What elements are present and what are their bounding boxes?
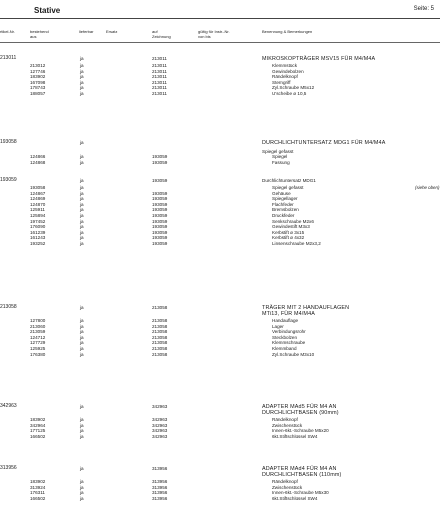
item-availability: ja <box>80 334 84 340</box>
item-drawing-number: 213011 <box>152 68 167 74</box>
section-availability: ja <box>80 140 84 145</box>
item-availability: ja <box>80 207 84 213</box>
section-article-number: 342963 <box>0 403 17 409</box>
section-article-number: 213058 <box>0 304 17 310</box>
item-description: Handauflage <box>272 318 299 323</box>
item-availability: ja <box>80 351 84 357</box>
item-availability: ja <box>80 428 84 434</box>
item-availability: ja <box>80 224 84 230</box>
section-drawing-number: 313956 <box>152 466 168 471</box>
item-drawing-number: 193059 <box>152 207 168 213</box>
item-description: Rändelknopf <box>272 74 298 80</box>
item-description: Gewindestift M3x3 <box>272 224 310 230</box>
item-description: Flachfeder <box>272 201 294 207</box>
item-part-number: 124869 <box>30 196 46 202</box>
item-description: Klemmstück <box>272 63 298 68</box>
item-description: Gehäuse <box>272 190 291 196</box>
item-drawing-number: 213058 <box>152 340 168 346</box>
item-drawing-number: 193059 <box>152 213 168 218</box>
col-header-gueltig-line2: von bis <box>198 34 211 39</box>
item-drawing-number: 213058 <box>152 346 168 351</box>
item-description: Senkschraube M2x6 <box>272 218 314 224</box>
col-header-lieferbar: lieferbar <box>79 29 94 34</box>
item-part-number: 178743 <box>30 85 46 91</box>
item-drawing-number: 193059 <box>152 154 168 159</box>
item-drawing-number: 213011 <box>152 91 167 96</box>
item-drawing-number: 313956 <box>152 495 168 501</box>
item-description: Bremsbolzen <box>272 207 299 213</box>
item-availability: ja <box>80 495 84 501</box>
item-part-number: 127800 <box>30 318 46 323</box>
item-drawing-number: 342963 <box>152 428 168 434</box>
col-header-benennung: Benennung & Bemerkungen <box>262 29 313 34</box>
section-drawing-number: 342963 <box>152 404 168 409</box>
item-part-number: 124870 <box>30 201 46 207</box>
item-note: (siehe oben) <box>415 185 440 190</box>
item-availability: ja <box>80 190 84 196</box>
item-availability: ja <box>80 79 84 85</box>
section-availability: ja <box>80 466 84 471</box>
item-part-number: 177125 <box>30 428 46 434</box>
item-part-number: 193058 <box>30 185 46 190</box>
section-drawing-number: 213011 <box>152 56 167 61</box>
col-header-gueltig-line1: gültig für Instr.-Nr. <box>198 29 230 34</box>
item-part-number: 183902 <box>30 74 46 80</box>
section-drawing-number: 213058 <box>152 305 168 310</box>
item-availability: ja <box>80 213 84 218</box>
item-availability: ja <box>80 85 84 91</box>
item-availability: ja <box>80 91 84 96</box>
item-part-number: 124868 <box>30 159 46 165</box>
item-part-number: 183902 <box>30 417 46 422</box>
item-drawing-number: 193059 <box>152 190 168 196</box>
item-availability: ja <box>80 484 84 490</box>
item-availability: ja <box>80 340 84 346</box>
parts-section <box>0 305 440 365</box>
item-description: Fassung <box>272 159 290 165</box>
item-availability: ja <box>80 201 84 207</box>
item-description: Spiegel <box>272 154 288 159</box>
item-drawing-number: 213058 <box>152 318 168 323</box>
item-availability: ja <box>80 433 84 439</box>
item-description: Spiegel gefasst <box>272 185 304 190</box>
item-drawing-number: 193059 <box>152 196 168 202</box>
item-description: Verbindungsrohr <box>272 329 306 335</box>
item-drawing-number: 213058 <box>152 323 168 329</box>
col-header-artikel-nr: rtikel-Nr. <box>0 29 15 34</box>
item-availability: ja <box>80 63 84 68</box>
item-drawing-number: 313956 <box>152 479 168 484</box>
item-description: Rändelknopf <box>272 417 298 422</box>
item-drawing-number: 342963 <box>152 422 168 428</box>
item-drawing-number: 342963 <box>152 417 168 422</box>
col-header-zeichnung <box>152 29 171 39</box>
item-availability: ja <box>80 417 84 422</box>
item-description: Rändelknopf <box>272 479 298 484</box>
section-article-number: 193058 <box>0 139 17 145</box>
item-part-number: 176090 <box>30 224 46 230</box>
col-header-zeichnung-line1: auf <box>152 29 158 34</box>
item-part-number: 161243 <box>30 235 46 241</box>
item-part-number: 193252 <box>30 241 46 246</box>
parts-section <box>0 177 440 246</box>
item-availability: ja <box>80 68 84 74</box>
item-availability: ja <box>80 154 84 159</box>
col-header-bestehend-line2: aus <box>30 34 37 39</box>
col-header-bestehend-line1: bestehend <box>30 29 49 34</box>
col-header-gueltig <box>198 29 230 39</box>
header-divider <box>0 18 440 19</box>
item-availability: ja <box>80 323 84 329</box>
item-part-number: 124712 <box>30 334 46 340</box>
col-header-zeichnung-line2: Zeichnung <box>152 34 171 39</box>
item-description: 6kt.Stiftschlüssel SW4 <box>272 433 318 439</box>
item-part-number: 127746 <box>30 68 46 74</box>
item-description: Zwischenstück <box>272 484 303 490</box>
item-drawing-number: 193059 <box>152 229 168 235</box>
item-description: Klemmschraube <box>272 340 306 346</box>
item-availability: ja <box>80 185 84 190</box>
item-description: Zyl.Schraube M3x10 <box>272 351 315 357</box>
item-drawing-number: 313956 <box>152 490 168 496</box>
item-description: 6kt.Stiftschlüssel SW4 <box>272 495 318 501</box>
section-title-line: DURCHLICHTBASEN (110mm) <box>262 472 342 478</box>
item-description: Sterngriff <box>272 79 291 85</box>
parts-section <box>0 404 440 464</box>
item-part-number: 188057 <box>30 91 46 96</box>
section-subtitle: Spiegel gefasst <box>262 149 294 154</box>
item-part-number: 213060 <box>30 323 46 329</box>
item-availability: ja <box>80 218 84 224</box>
item-part-number: 167098 <box>30 79 46 85</box>
item-drawing-number: 213011 <box>152 74 167 80</box>
item-part-number: 124866 <box>30 154 46 159</box>
section-availability: ja <box>80 305 84 310</box>
item-description: Gewindebolzen <box>272 68 304 74</box>
parts-section <box>0 56 440 116</box>
item-availability: ja <box>80 229 84 235</box>
page-number: Seite: 5 <box>413 6 434 12</box>
item-drawing-number: 213058 <box>152 351 168 357</box>
item-availability: ja <box>80 422 84 428</box>
item-part-number: 342964 <box>30 422 46 428</box>
item-availability: ja <box>80 241 84 246</box>
item-part-number: 166502 <box>30 433 46 439</box>
item-drawing-number: 193059 <box>152 201 168 207</box>
item-part-number: 183902 <box>30 479 46 484</box>
col-header-bestehend-aus <box>30 29 49 39</box>
item-availability: ja <box>80 479 84 484</box>
section-title-line: MTi13, FÜR M4/M4A <box>262 311 315 317</box>
item-availability: ja <box>80 159 84 165</box>
section-title-line: DURCHLICHTBASEN (90mm) <box>262 410 339 416</box>
item-description: Steckbolzen <box>272 334 298 340</box>
column-header-divider <box>0 42 440 43</box>
parts-section <box>0 466 440 520</box>
item-part-number: 124867 <box>30 190 46 196</box>
item-availability: ja <box>80 318 84 323</box>
item-drawing-number: 213058 <box>152 334 168 340</box>
item-part-number: 125894 <box>30 213 46 218</box>
item-description: Kerbstift ø 4x32 <box>272 235 305 241</box>
item-drawing-number: 193059 <box>152 235 168 241</box>
item-description: Linsenschraube M2x3,2 <box>272 241 321 246</box>
item-description: U'scheibe ø 10,5 <box>272 91 307 96</box>
page-title: Stative <box>34 6 61 15</box>
item-description: Zyl.Schraube M5x12 <box>272 85 315 91</box>
section-availability: ja <box>80 56 84 61</box>
item-part-number: 161239 <box>30 229 46 235</box>
item-description: Klemmband <box>272 346 297 351</box>
item-part-number: 213059 <box>30 329 46 335</box>
section-availability: ja <box>80 404 84 409</box>
item-part-number: 213012 <box>30 63 46 68</box>
item-availability: ja <box>80 329 84 335</box>
section-article-number: 313956 <box>0 465 17 471</box>
col-header-ersatz: Ersatz <box>106 29 118 34</box>
item-drawing-number: 193059 <box>152 159 168 165</box>
item-drawing-number: 193059 <box>152 241 168 246</box>
item-drawing-number: 342963 <box>152 433 168 439</box>
item-part-number: 166502 <box>30 495 46 501</box>
section-title-line: ADAPTER MAd4 FÜR M4 AN <box>262 466 337 472</box>
item-drawing-number: 193059 <box>152 218 168 224</box>
item-description: Spiegellager <box>272 196 298 202</box>
item-drawing-number: 193059 <box>152 224 168 230</box>
section-article-number: 193059 <box>0 177 17 183</box>
item-description: Kerbstift ø 3x15 <box>272 229 305 235</box>
section-subtitle: Durchlichtuntersatz MDG1 <box>262 178 316 183</box>
item-description: Innen-6kt.-Schraube M5x30 <box>272 490 329 496</box>
item-part-number: 176311 <box>30 490 45 496</box>
item-availability: ja <box>80 346 84 351</box>
item-part-number: 176380 <box>30 351 46 357</box>
item-part-number: 127729 <box>30 340 46 346</box>
section-article-number: 213011 <box>0 55 17 61</box>
item-part-number: 125925 <box>30 346 46 351</box>
item-description: Druckfeder <box>272 213 295 218</box>
section-title-line: TRÄGER MIT 2 HANDAUFLAGEN <box>262 305 350 311</box>
item-description: Innen-6kt.-Schraube M5x20 <box>272 428 329 434</box>
item-availability: ja <box>80 74 84 80</box>
item-drawing-number: 213058 <box>152 329 168 335</box>
section-title-line: MIKROSKOPTRÄGER MSV15 FÜR M4/M4A <box>262 56 376 62</box>
item-drawing-number: 213011 <box>152 63 167 68</box>
item-drawing-number: 213011 <box>152 85 167 91</box>
section-title-line: ADAPTER MAd5 FÜR M4 AN <box>262 404 337 410</box>
item-availability: ja <box>80 490 84 496</box>
item-drawing-number: 313956 <box>152 484 168 490</box>
item-part-number: 313924 <box>30 484 46 490</box>
section-availability: ja <box>80 178 84 183</box>
item-availability: ja <box>80 235 84 241</box>
item-availability: ja <box>80 196 84 202</box>
item-description: Lager <box>272 323 284 329</box>
section-drawing-number: 193059 <box>152 178 168 183</box>
item-drawing-number: 213011 <box>152 79 167 85</box>
item-part-number: 197452 <box>30 218 46 224</box>
item-description: Zwischenstück <box>272 422 303 428</box>
item-part-number: 125911 <box>30 207 45 213</box>
section-title-line: DURCHLICHTUNTERSATZ MDG1 FÜR M4/M4A <box>262 140 386 146</box>
